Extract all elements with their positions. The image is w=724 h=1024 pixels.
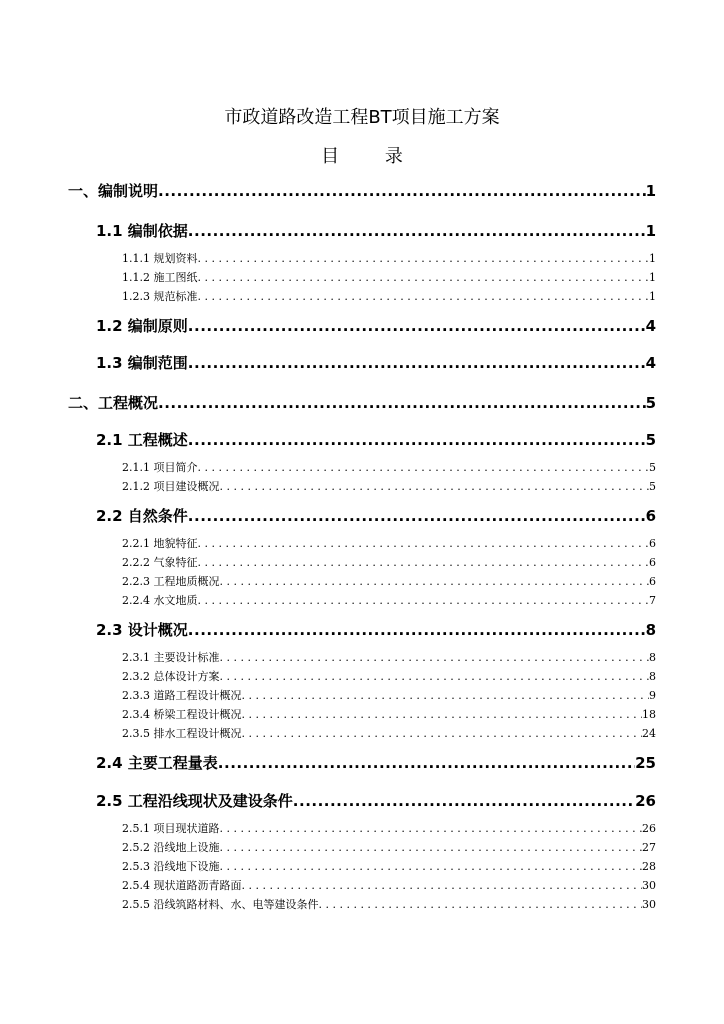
toc-leader-dots: [242, 726, 643, 741]
toc-entry-page: 5: [645, 431, 656, 449]
toc-entry-title: 2.3.2 总体设计方案: [122, 670, 220, 683]
toc-leader-dots: [188, 430, 646, 450]
toc-entry-title: 2.2.4 水文地质: [122, 594, 198, 607]
toc-leader-dots: [188, 506, 646, 526]
toc-entry-title: 2.1.1 项目简介: [122, 461, 198, 474]
toc-heading: 目 录: [321, 146, 423, 167]
toc-entry-title: 2.3.4 桥梁工程设计概况: [122, 708, 242, 721]
toc-entry-title: 2.5.2 沿线地上设施: [122, 841, 220, 854]
toc-entry[interactable]: [122, 289, 656, 304]
toc-entry[interactable]: [122, 251, 656, 266]
toc-entry-page: 27: [642, 841, 656, 854]
toc-entry-title: 2.3.5 排水工程设计概况: [122, 727, 242, 740]
toc-entry-title: 2.3.1 主要设计标准: [122, 651, 220, 664]
toc-entry-page: 6: [645, 507, 656, 525]
toc-entry[interactable]: [122, 270, 656, 285]
toc-entry-page: 26: [642, 822, 656, 835]
toc-entry[interactable]: [122, 650, 656, 665]
toc-entry-page: 6: [649, 556, 656, 569]
toc-entry-page: 6: [649, 537, 656, 550]
toc-entry[interactable]: [68, 181, 656, 201]
toc-leader-dots: [158, 393, 646, 413]
toc-entry[interactable]: [122, 479, 656, 494]
toc-leader-dots: [293, 791, 635, 811]
toc-entry-title: 1.1.2 施工图纸: [122, 271, 198, 284]
toc-entry-title: 2.2 自然条件: [96, 507, 188, 525]
toc-leader-dots: [220, 840, 643, 855]
toc-entry-page: 1: [649, 252, 656, 265]
toc-leader-dots: [220, 669, 650, 684]
toc-leader-dots: [188, 316, 646, 336]
toc-entry-title: 1.1.1 规划资料: [122, 252, 198, 265]
toc-leader-dots: [198, 289, 650, 304]
toc-entry-title: 2.2.3 工程地质概况: [122, 575, 220, 588]
toc-entry[interactable]: [96, 791, 656, 811]
toc-entry-page: 30: [642, 879, 656, 892]
toc-entry[interactable]: [96, 316, 656, 336]
toc-entry[interactable]: [122, 878, 656, 893]
toc-entry-title: 2.5.3 沿线地下设施: [122, 860, 220, 873]
toc-entry-page: 4: [645, 317, 656, 335]
toc-entry-title: 2.5.5 沿线筑路材料、水、电等建设条件: [122, 898, 319, 911]
toc-leader-dots: [218, 753, 635, 773]
toc-entry-title: 2.5.1 项目现状道路: [122, 822, 220, 835]
toc-leader-dots: [158, 181, 646, 201]
toc-leader-dots: [198, 536, 650, 551]
toc-leader-dots: [242, 707, 643, 722]
toc-entry[interactable]: [68, 393, 656, 413]
toc-leader-dots: [242, 688, 650, 703]
toc-leader-dots: [198, 555, 650, 570]
toc-entry-title: 二、工程概况: [68, 394, 159, 412]
toc-entry-title: 1.1 编制依据: [96, 222, 188, 240]
toc-entry-page: 24: [642, 727, 656, 740]
toc-entry[interactable]: [122, 555, 656, 570]
toc-entry[interactable]: [96, 506, 656, 526]
toc-entry[interactable]: [96, 221, 656, 241]
toc-leader-dots: [198, 593, 650, 608]
toc-entry-page: 7: [649, 594, 656, 607]
toc-entry[interactable]: [122, 707, 656, 722]
document-title: 市政道路改造工程BT项目施工方案: [224, 107, 500, 128]
toc-entry[interactable]: [122, 688, 656, 703]
toc-entry[interactable]: [122, 726, 656, 741]
toc-entry-page: 5: [649, 461, 656, 474]
toc-leader-dots: [220, 650, 650, 665]
toc-entry-title: 2.1.2 项目建设概况: [122, 480, 220, 493]
toc-entry[interactable]: [122, 593, 656, 608]
toc-entry-page: 1: [649, 290, 656, 303]
toc-entry[interactable]: [122, 574, 656, 589]
toc-leader-dots: [220, 821, 643, 836]
toc-entry-page: 25: [635, 754, 656, 772]
toc-entry-title: 一、编制说明: [68, 182, 159, 200]
toc-entry[interactable]: [122, 669, 656, 684]
toc-leader-dots: [198, 460, 650, 475]
toc-entry-page: 8: [649, 651, 656, 664]
toc-entry-page: 28: [642, 860, 656, 873]
toc-entry[interactable]: [96, 353, 656, 373]
toc-entry-page: 1: [645, 182, 656, 200]
toc-entry-title: 2.4 主要工程量表: [96, 754, 218, 772]
toc-entry[interactable]: [122, 460, 656, 475]
toc-entry-page: 8: [645, 621, 656, 639]
toc-entry[interactable]: [122, 840, 656, 855]
toc-entry[interactable]: [122, 536, 656, 551]
toc-entry-page: 26: [635, 792, 656, 810]
toc-entry-page: 8: [649, 670, 656, 683]
toc-entry-page: 30: [642, 898, 656, 911]
toc-entry[interactable]: [122, 821, 656, 836]
toc-entry-title: 2.3.3 道路工程设计概况: [122, 689, 242, 702]
toc-entry-title: 2.5 工程沿线现状及建设条件: [96, 792, 293, 810]
toc-leader-dots: [188, 353, 646, 373]
toc-entry-page: 9: [649, 689, 656, 702]
toc-entry-title: 1.2 编制原则: [96, 317, 188, 335]
toc-leader-dots: [188, 221, 646, 241]
toc-entry-page: 6: [649, 575, 656, 588]
toc-entry[interactable]: [122, 859, 656, 874]
toc-leader-dots: [220, 479, 650, 494]
toc-entry-title: 2.1 工程概述: [96, 431, 188, 449]
toc-entry-page: 18: [642, 708, 656, 721]
toc-leader-dots: [318, 897, 642, 912]
toc-entry-title: 1.2.3 规范标准: [122, 290, 198, 303]
toc-entry[interactable]: [96, 430, 656, 450]
toc-entry-page: 5: [649, 480, 656, 493]
toc-entry-page: 5: [645, 394, 656, 412]
toc-leader-dots: [188, 620, 646, 640]
toc-entry-title: 2.2.2 气象特征: [122, 556, 198, 569]
toc-leader-dots: [220, 574, 650, 589]
toc-entry[interactable]: [96, 620, 656, 640]
toc-leader-dots: [198, 251, 650, 266]
toc-entry-title: 2.3 设计概况: [96, 621, 188, 639]
toc-entry-title: 2.5.4 现状道路沥青路面: [122, 879, 242, 892]
toc-entry-page: 4: [645, 354, 656, 372]
toc-entry[interactable]: [122, 897, 656, 912]
toc-entry-title: 1.3 编制范围: [96, 354, 188, 372]
toc-entry-page: 1: [649, 271, 656, 284]
toc-entry-page: 1: [645, 222, 656, 240]
toc-entry-title: 2.2.1 地貌特征: [122, 537, 198, 550]
toc-leader-dots: [220, 859, 643, 874]
toc-leader-dots: [198, 270, 650, 285]
toc-leader-dots: [242, 878, 643, 893]
toc-entry[interactable]: [96, 753, 656, 773]
